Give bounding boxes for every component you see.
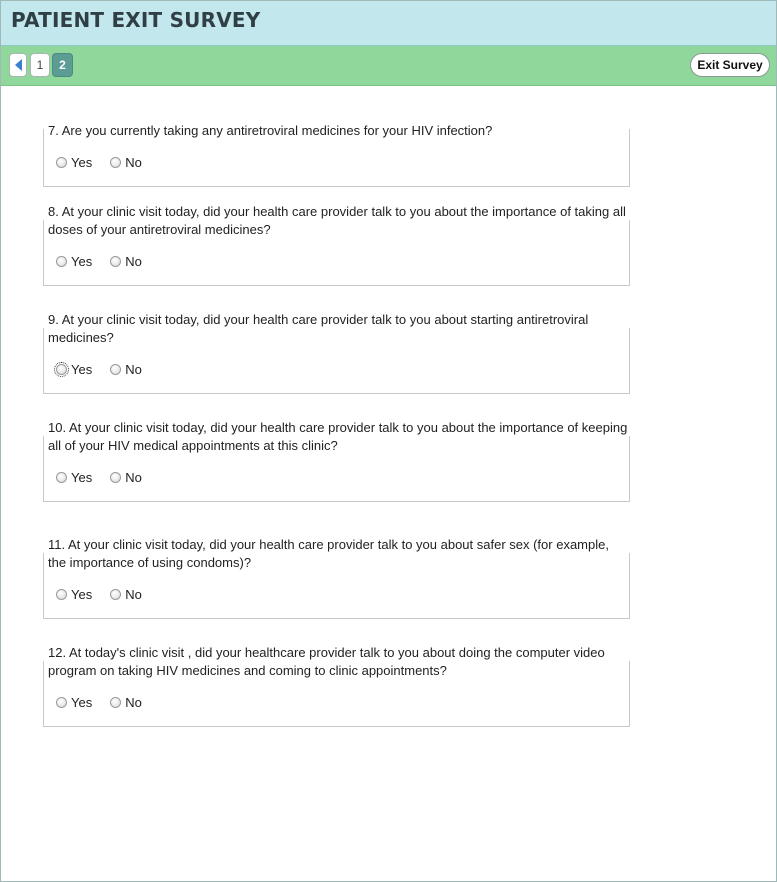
question-10-no[interactable]: No	[110, 470, 142, 485]
radio-icon[interactable]	[110, 697, 121, 708]
question-8-yes[interactable]: Yes	[56, 254, 92, 269]
question-11-text: 11. At your clinic visit today, did your health care provider talk to you about safer sex (for example, the importance of using condoms)?	[48, 536, 628, 572]
question-10-text: 10. At your clinic visit today, did your health care provider talk to you about the importance of keeping all of your HIV medical appointments at this clinic?	[48, 420, 628, 453]
radio-icon[interactable]	[110, 157, 121, 168]
radio-icon[interactable]	[56, 697, 67, 708]
question-7-no[interactable]: No	[110, 155, 142, 170]
question-7-text: 7. Are you currently taking any antiretroviral medicines for your HIV infection?	[48, 122, 628, 140]
chevron-left-icon	[15, 59, 22, 71]
question-9-yes[interactable]: Yes	[56, 362, 92, 377]
question-12-yes[interactable]: Yes	[56, 695, 92, 710]
question-12-text: 12. At today's clinic visit , did your healthcare provider talk to you about doing the computer video program on taking HIV medicines and coming to clinic appointments?	[48, 644, 628, 680]
previous-page-button[interactable]	[9, 53, 27, 77]
navigation-bar	[1, 46, 776, 86]
radio-icon[interactable]	[110, 364, 121, 375]
radio-icon[interactable]	[110, 589, 121, 600]
radio-icon[interactable]	[110, 256, 121, 267]
radio-icon[interactable]	[56, 472, 67, 483]
question-8-text: 8. At your clinic visit today, did your health care provider talk to you about the importance of taking all doses of your antiretroviral medicines?	[48, 203, 628, 239]
radio-icon[interactable]	[56, 589, 67, 600]
exit-survey-button[interactable]: Exit Survey	[690, 53, 770, 77]
question-7-options	[56, 155, 160, 170]
radio-icon[interactable]	[56, 157, 67, 168]
question-11-yes[interactable]: Yes	[56, 587, 92, 602]
question-8-options	[56, 254, 160, 269]
question-11-options	[56, 587, 160, 602]
question-7-yes[interactable]: Yes	[56, 155, 92, 170]
question-12-options	[56, 695, 160, 710]
radio-icon[interactable]	[110, 472, 121, 483]
page-title: PATIENT EXIT SURVEY	[11, 8, 261, 32]
radio-icon[interactable]	[56, 256, 67, 267]
question-12-no[interactable]: No	[110, 695, 142, 710]
question-10-options	[56, 470, 160, 485]
question-9-text: 9. At your clinic visit today, did your health care provider talk to you about starting antiretroviral medicines?	[48, 311, 628, 347]
question-11-no[interactable]: No	[110, 587, 142, 602]
header-bar	[1, 1, 776, 46]
question-9-options	[56, 362, 160, 377]
question-9-no[interactable]: No	[110, 362, 142, 377]
radio-icon[interactable]	[56, 364, 67, 375]
page-1-button[interactable]: 1	[30, 53, 50, 77]
page-2-button[interactable]: 2	[52, 53, 73, 77]
question-10-yes[interactable]: Yes	[56, 470, 92, 485]
question-8-no[interactable]: No	[110, 254, 142, 269]
